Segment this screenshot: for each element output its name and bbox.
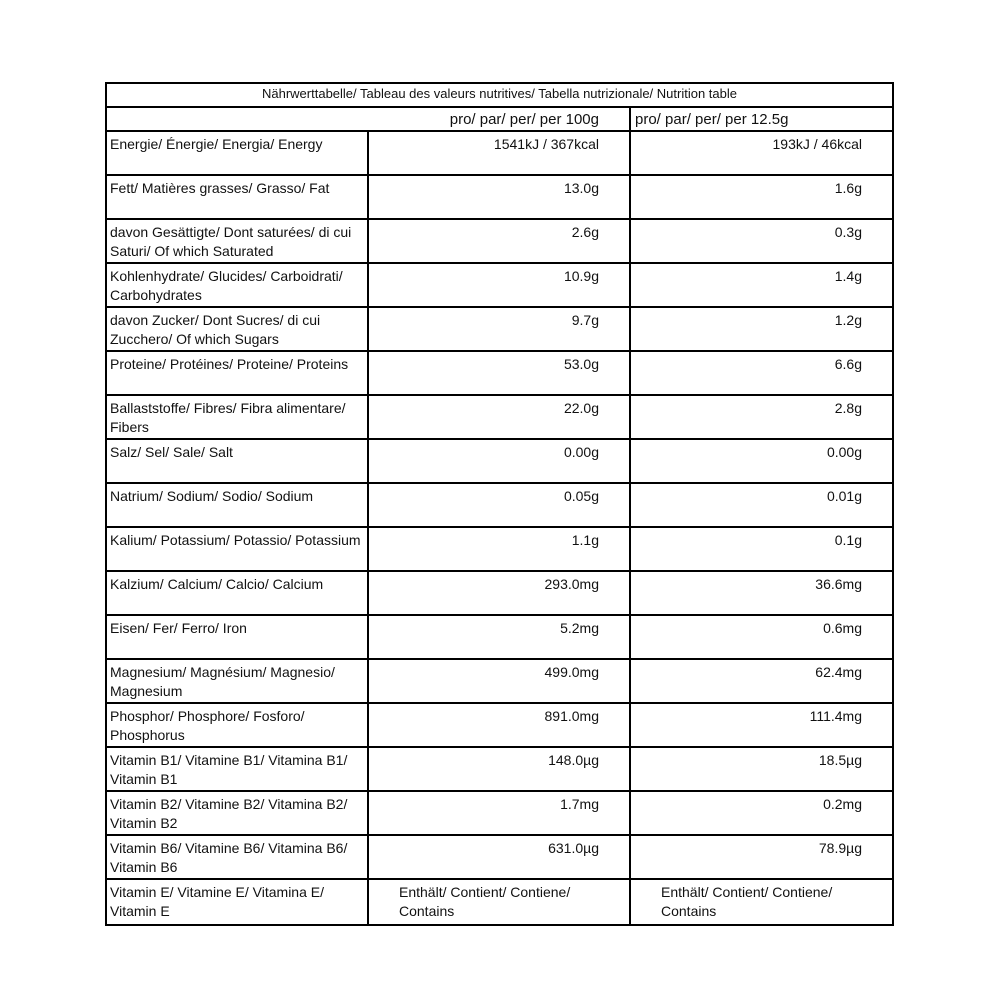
header-per-100g: pro/ par/ per/ per 100g: [369, 108, 631, 132]
row-label: Natrium/ Sodium/ Sodio/ Sodium: [107, 484, 369, 528]
table-title: Nährwerttabelle/ Tableau des valeurs nutritives/ Tabella nutrizionale/ Nutrition table: [107, 84, 892, 108]
row-value-serving: 0.6mg: [631, 616, 892, 660]
row-label: Fett/ Matières grasses/ Grasso/ Fat: [107, 176, 369, 220]
row-value-100g: 0.00g: [369, 440, 631, 484]
row-value-100g: 1.7mg: [369, 792, 631, 836]
row-value-serving: 193kJ / 46kcal: [631, 132, 892, 176]
row-label: Kohlenhydrate/ Glucides/ Carboidrati/ Carbohydrates: [107, 264, 369, 308]
row-value-serving: 36.6mg: [631, 572, 892, 616]
row-label: Vitamin B1/ Vitamine B1/ Vitamina B1/ Vitamin B1: [107, 748, 369, 792]
row-value-serving: 78.9µg: [631, 836, 892, 880]
row-value-serving: 62.4mg: [631, 660, 892, 704]
row-label: davon Gesättigte/ Dont saturées/ di cui Saturi/ Of which Saturated: [107, 220, 369, 264]
row-label: davon Zucker/ Dont Sucres/ di cui Zucchero/ Of which Sugars: [107, 308, 369, 352]
row-value-100g: 148.0µg: [369, 748, 631, 792]
row-label: Proteine/ Protéines/ Proteine/ Proteins: [107, 352, 369, 396]
row-value-serving: 0.2mg: [631, 792, 892, 836]
row-label: Magnesium/ Magnésium/ Magnesio/ Magnesium: [107, 660, 369, 704]
row-value-100g: 2.6g: [369, 220, 631, 264]
row-value-serving: 6.6g: [631, 352, 892, 396]
row-value-100g: 13.0g: [369, 176, 631, 220]
row-value-serving: 2.8g: [631, 396, 892, 440]
row-label: Ballaststoffe/ Fibres/ Fibra alimentare/ Fibers: [107, 396, 369, 440]
row-value-100g: 499.0mg: [369, 660, 631, 704]
row-value-serving: Enthält/ Contient/ Contiene/ Contains: [661, 884, 833, 919]
table-grid: [107, 108, 892, 924]
row-label: Vitamin E/ Vitamine E/ Vitamina E/ Vitamin E: [107, 880, 369, 924]
row-value-serving: 0.01g: [631, 484, 892, 528]
row-label: Vitamin B2/ Vitamine B2/ Vitamina B2/ Vitamin B2: [107, 792, 369, 836]
row-label: Kalzium/ Calcium/ Calcio/ Calcium: [107, 572, 369, 616]
row-value-serving: 0.00g: [631, 440, 892, 484]
row-value-100g: 22.0g: [369, 396, 631, 440]
row-label: Kalium/ Potassium/ Potassio/ Potassium: [107, 528, 369, 572]
row-label: Vitamin B6/ Vitamine B6/ Vitamina B6/ Vitamin B6: [107, 836, 369, 880]
row-value-100g: 53.0g: [369, 352, 631, 396]
row-value-100g: Enthält/ Contient/ Contiene/ Contains: [369, 880, 631, 924]
nutrition-table: [105, 82, 894, 926]
row-value-100g: 1541kJ / 367kcal: [369, 132, 631, 176]
row-label: Eisen/ Fer/ Ferro/ Iron: [107, 616, 369, 660]
row-value-serving: 111.4mg: [631, 704, 892, 748]
row-value-serving: 1.4g: [631, 264, 892, 308]
row-value-serving: 1.6g: [631, 176, 892, 220]
row-value-serving: 18.5µg: [631, 748, 892, 792]
row-value-100g: 293.0mg: [369, 572, 631, 616]
row-label: Salz/ Sel/ Sale/ Salt: [107, 440, 369, 484]
row-value-100g: 0.05g: [369, 484, 631, 528]
header-per-serving: pro/ par/ per/ per 12.5g: [631, 108, 892, 132]
row-value-100g: 631.0µg: [369, 836, 631, 880]
row-label: Phosphor/ Phosphore/ Fosforo/ Phosphorus: [107, 704, 369, 748]
row-label: Energie/ Énergie/ Energia/ Energy: [107, 132, 369, 176]
row-value-100g: 9.7g: [369, 308, 631, 352]
row-value-100g: 5.2mg: [369, 616, 631, 660]
row-value-100g: 891.0mg: [369, 704, 631, 748]
row-value-serving: 1.2g: [631, 308, 892, 352]
row-value-100g: 10.9g: [369, 264, 631, 308]
row-value-100g: 1.1g: [369, 528, 631, 572]
row-value-serving: 0.1g: [631, 528, 892, 572]
row-value-serving: 0.3g: [631, 220, 892, 264]
header-label-cell: [107, 108, 369, 132]
